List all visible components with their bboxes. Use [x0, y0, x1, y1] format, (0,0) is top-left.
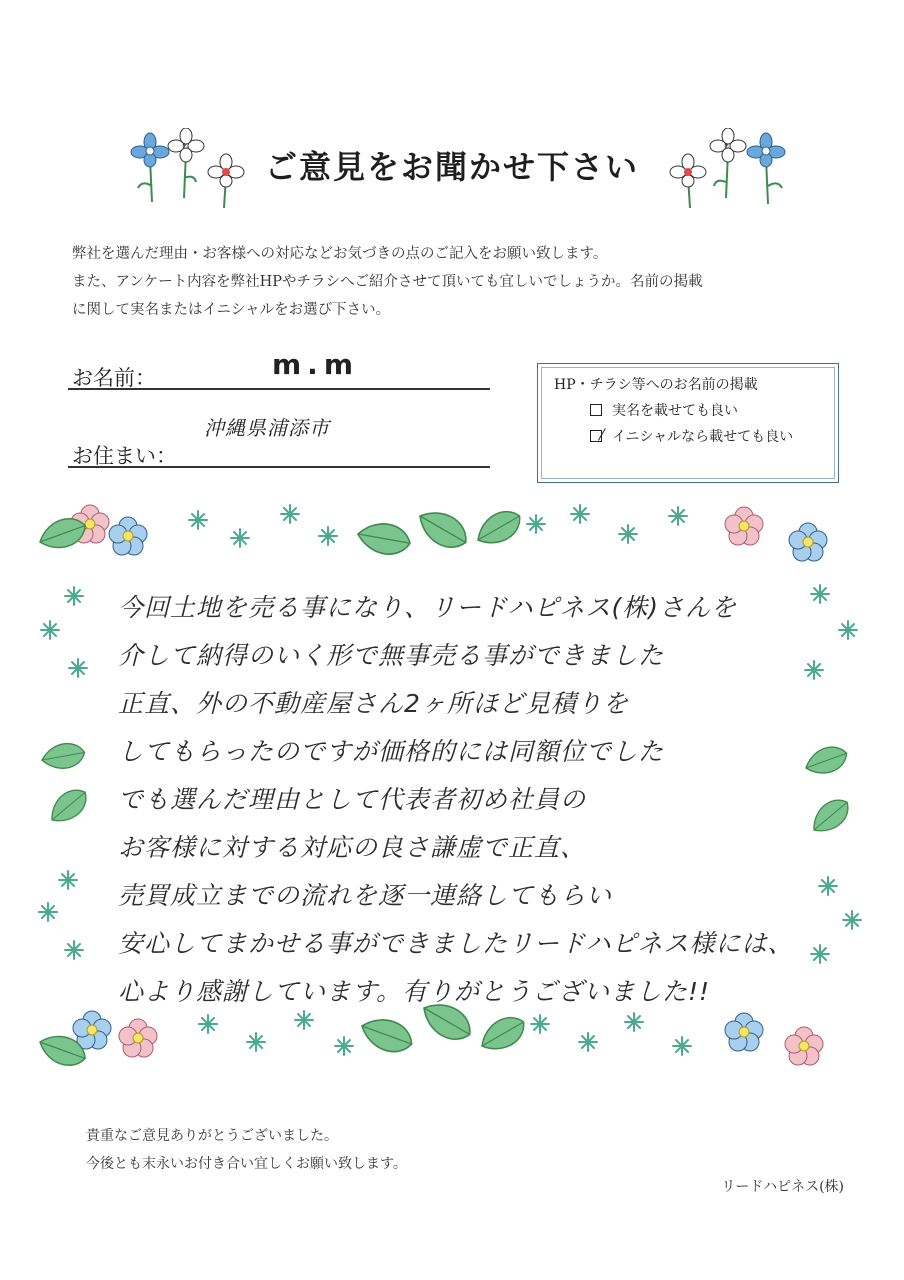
consent-title: HP・チラシ等へのお名前の掲載 [554, 377, 758, 393]
closing-line: 今後とも末永いお付き合い宜しくお願い致します。 [86, 1156, 407, 1172]
handwritten-message [118, 584, 798, 1016]
intro-text [72, 240, 852, 324]
consent-option-initials[interactable] [590, 426, 793, 446]
checkbox-checked-icon[interactable] [590, 430, 602, 442]
message-line: 介して納得のいく形で無事売る事ができました [118, 641, 665, 670]
name-value: m.m [272, 348, 359, 381]
svg-text:*: * [724, 142, 729, 153]
message-line: してもらったのですが価格的には同額位でした [118, 737, 665, 766]
checkbox-unchecked-icon[interactable] [590, 404, 602, 416]
svg-text:*: * [182, 142, 187, 153]
intro-line: また、アンケート内容を弊社HPやチラシへご紹介させて頂いても宜しいでしょうか。名前の掲載 [72, 274, 703, 290]
address-label: お住まい： [72, 444, 177, 468]
consent-option-realname[interactable] [590, 400, 738, 420]
company-name: リードハピネス(株) [721, 1179, 844, 1195]
name-underline [68, 388, 490, 390]
consent-box [537, 363, 839, 483]
consent-option-label: イニシャルなら載せても良い [612, 429, 794, 445]
name-label: お名前： [72, 366, 156, 390]
message-line: 正直、外の不動産屋さん2ヶ所ほど見積りを [118, 689, 629, 718]
message-line: 安心してまかせる事ができましたリードハピネス様には、 [118, 929, 794, 958]
consent-option-label: 実名を載せても良い [612, 403, 738, 419]
address-value: 沖縄県浦添市 [204, 416, 330, 440]
message-line: でも選んだ理由として代表者初め社員の [118, 785, 587, 814]
message-line: 売買成立までの流れを逐一連絡してもらい [118, 881, 613, 910]
closing-text [86, 1122, 407, 1178]
page-title: ご意見をお聞かせ下さい [264, 148, 639, 186]
message-line: 今回土地を売る事になり、リードハピネス(株)さんを [118, 593, 738, 622]
intro-line: 弊社を選んだ理由・お客様への対応などお気づきの点のご記入をお願い致します。 [72, 246, 608, 262]
message-line: 心より感謝しています。有りがとうございました!! [118, 977, 711, 1006]
intro-line: に関して実名またはイニシャルをお選び下さい。 [72, 302, 391, 318]
closing-line: 貴重なご意見ありがとうございました。 [86, 1128, 338, 1144]
address-underline [68, 466, 490, 468]
flower-cluster-right-icon [666, 128, 786, 212]
message-line: お客様に対する対応の良さ謙虚で正直、 [118, 833, 587, 862]
